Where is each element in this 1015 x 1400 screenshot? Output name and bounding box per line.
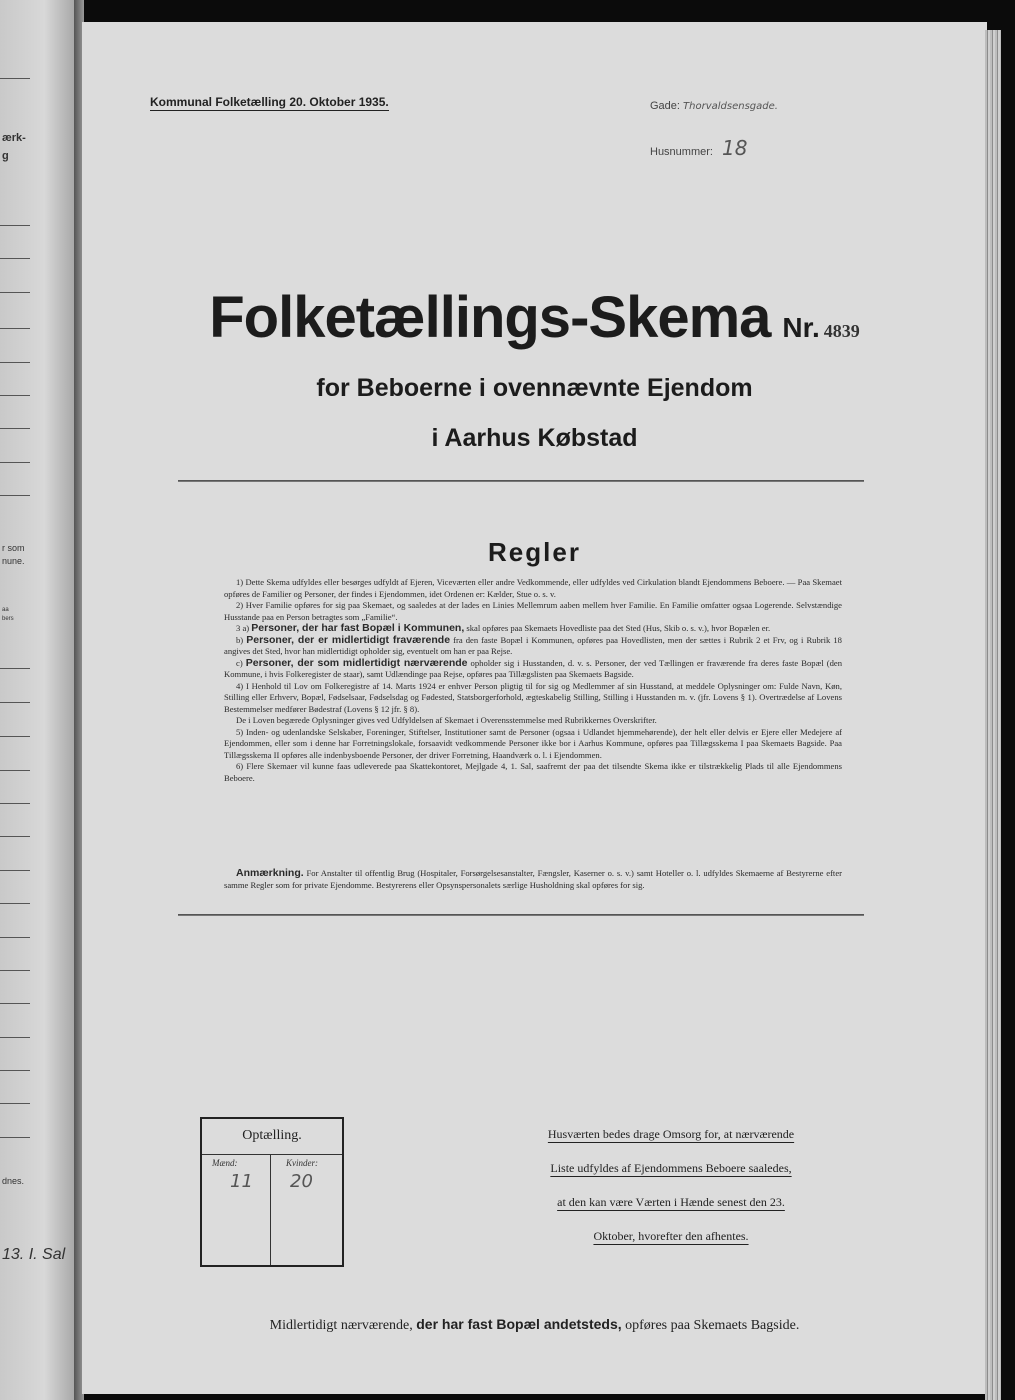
divider <box>178 480 864 482</box>
handwritten-note: 13. I. Sal <box>2 1246 66 1263</box>
ruled-line <box>0 328 30 329</box>
subtitle-residents: for Beboerne i ovennævnte Ejendom <box>316 374 753 402</box>
rules-text <box>224 577 842 784</box>
title-nr-label: Nr. <box>782 312 820 343</box>
ruled-line <box>0 903 30 904</box>
text-fragment: nune. <box>2 556 25 566</box>
notice-line: at den kan være Værten i Hænde senest den 23. <box>557 1195 785 1209</box>
rule-3c-emphasis: Personer, der som midlertidigt nærværende <box>245 656 468 669</box>
ruled-line <box>0 258 30 259</box>
census-form-page <box>82 22 987 1394</box>
rules-heading: Regler <box>488 537 581 567</box>
ruled-line <box>0 1137 30 1138</box>
subtitle-town: i Aarhus Købstad <box>431 424 638 452</box>
ruled-line <box>0 770 30 771</box>
count-box-divider <box>270 1154 271 1265</box>
women-count: 20 <box>290 1171 313 1192</box>
ruled-line <box>0 78 30 79</box>
street-value: Thorvaldsensgade. <box>683 101 778 112</box>
rule-4: 4) I Henhold til Lov om Folkeregistre af 14. Marts 1924 er enhver Person pligtig til for sig og Medlemmer af sin Husstand, at meddele Oplysninger om: Fulde Navn, Køn, Stilling eller Erhverv, Bopæl, Fødselsaar, Fødselsdag og Fødested, Statsborgerforhold, ægteskabelig Stilling, Stilling i Husstanden m. v. (jfr. Lovens § 1). Overtrædelse af Lovens Bestemmelser medfører Bødestraf (Lovens § 12 jfr. § 8). <box>224 680 842 714</box>
form-title <box>82 284 987 351</box>
rule-4b: De i Loven begærede Oplysninger gives ved Udfyldelsen af Skemaet i Overensstemmelse med Rubrikkernes Overskrifter. <box>236 715 657 725</box>
text-fragment: aa <box>2 607 9 613</box>
ruled-line <box>0 870 30 871</box>
rule-3a-number: 3 a) <box>236 623 250 633</box>
title-main: Folketællings-Skema <box>209 285 771 350</box>
ruled-line <box>0 736 30 737</box>
ruled-line <box>0 668 30 669</box>
previous-page-edge <box>0 0 74 1400</box>
house-number-label: Husnummer: <box>650 146 713 158</box>
rule-5: 5) Inden- og udenlandske Selskaber, Foreninger, Stiftelser, Institutioner samt de Personer (ogsaa i Udlandet hjemmehørende), der helt eller delvis er Ejere eller Medejere af Ejendommen, eller som i denne har Forretningslokale, forsaavidt vedkommende Personer ikke bor i Aarhus Kommune, opføres paa Tillægsskema I paa Skemaets Bagside. Paa Tillægsskema II opføres alle indenbysboende Personer, der driver Forretning, Haandværk o. l. i Ejendommen. <box>224 726 842 760</box>
notice-line: Oktober, hvorefter den afhentes. <box>593 1229 749 1243</box>
rule-6: 6) Flere Skemaer vil kunne faas udleverede paa Skattekontoret, Mejlgade 4, 1. Sal, saafremt der paa det tilsendte Skema ikke er tilstrækkelig Plads til alle Ejendommens Beboere. <box>224 761 842 783</box>
rule-3a-text: skal opføres paa Skemaets Hovedliste paa det Sted (Hus, Skib o. s. v.), hvor Bopælen er. <box>466 623 771 633</box>
footer-post: opføres paa Skemaets Bagside. <box>625 1318 800 1333</box>
footer-pre: Midlertidigt nærværende, <box>269 1318 413 1333</box>
rule-3c-text: opholder sig i Husstanden, d. v. s. Personer, der ved Tællingen er fraværende fra deres faste Bopæl (den Kommune, i hvis Folkeregister de staar), samt Udlændinge paa Rejse, opføres paa Tillægslisten paa Skemaets Bagside. <box>224 657 843 679</box>
ruled-line <box>0 462 30 463</box>
ruled-line <box>0 803 30 804</box>
text-fragment: bers <box>2 616 14 622</box>
divider <box>178 914 864 916</box>
footer-note <box>82 1316 987 1334</box>
rule-3c-number: c) <box>236 657 243 668</box>
page-stack-edge <box>985 30 1001 1400</box>
ruled-line <box>0 836 30 837</box>
house-number-field <box>650 136 747 160</box>
text-fragment: r som <box>2 543 25 553</box>
rule-3b-number: b) <box>236 634 244 645</box>
rule-2: 2) Hver Familie opføres for sig paa Skemaet, og saaledes at der lades en Linies Mellemrum aaben mellem hver Familie. En Familie omfatter ogsaa Logerende. Selvstændige Husstande paa en Person betragtes som „Familie“. <box>224 600 842 622</box>
men-label: Mænd: <box>212 1158 238 1168</box>
ruled-line <box>0 1003 30 1004</box>
form-number: 4839 <box>823 321 860 341</box>
ruled-line <box>0 970 30 971</box>
rule-3b <box>224 635 842 658</box>
rule-3a-emphasis: Personer, der har fast Bopæl i Kommunen, <box>251 622 465 634</box>
notice-line: Liste udfyldes af Ejendommens Beboere saaledes, <box>550 1161 792 1175</box>
remark-label: Anmærkning. <box>236 867 304 879</box>
women-label: Kvinder: <box>286 1158 318 1168</box>
ruled-line <box>0 395 30 396</box>
remark-paragraph <box>224 868 842 891</box>
ruled-line <box>0 495 30 496</box>
ruled-line <box>0 1103 30 1104</box>
street-label: Gade: <box>650 100 680 112</box>
rule-3c <box>224 658 842 681</box>
text-fragment: g <box>2 150 9 162</box>
ruled-line <box>0 428 30 429</box>
rule-3b-emphasis: Personer, der er midlertidigt fraværende <box>246 633 451 646</box>
street-field <box>650 100 778 112</box>
house-number-value: 18 <box>722 136 748 160</box>
census-header: Kommunal Folketælling 20. Oktober 1935. <box>150 95 389 109</box>
ruled-line <box>0 362 30 363</box>
rule-3b-text: fra den faste Bopæl i Kommunen, opføres paa Hovedlisten, men der sættes i Rubrik 2 et Frv, og i Rubrik 18 angives det Sted, hvor han midlertidigt opholder sig, eventuelt om han er paa Rejse. <box>224 634 842 656</box>
ruled-line <box>0 702 30 703</box>
ruled-line <box>0 1070 30 1071</box>
text-fragment: dnes. <box>2 1176 25 1186</box>
ruled-line <box>0 1037 30 1038</box>
landlord-notice <box>496 1122 846 1258</box>
ruled-line <box>0 292 30 293</box>
count-box <box>200 1117 344 1267</box>
men-count: 11 <box>230 1171 253 1192</box>
footer-bold: der har fast Bopæl andetsteds, <box>416 1316 622 1332</box>
text-fragment: ærk- <box>2 132 26 144</box>
remark-block <box>224 868 842 891</box>
rule-1: 1) Dette Skema udfyldes eller besørges udfyldt af Ejeren, Viceværten eller andre Vedkommende, eller udfyldes ved Cirkulation blandt Ejendommens Beboere. — Paa Skemaet opføres de Familier og Personer, der findes i Ejendommen, idet Ordenen er: Kælder, Stue o. s. v. <box>224 577 842 599</box>
notice-line: Husværten bedes drage Omsorg for, at nærværende <box>547 1127 795 1141</box>
remark-text: For Anstalter til offentlig Brug (Hospitaler, Forsørgelsesanstalter, Fængsler, Kaserner o. s. v.) samt Hoteller o. l. udfyldes Skemaerne af Bestyrerne efter samme Regler som for private Ejendomme. Bestyrerens eller Opsynspersonalets særlige Husholdning skal opføres for sig. <box>224 868 843 890</box>
ruled-line <box>0 937 30 938</box>
count-box-title: Optælling. <box>202 1119 342 1155</box>
ruled-line <box>0 225 30 226</box>
